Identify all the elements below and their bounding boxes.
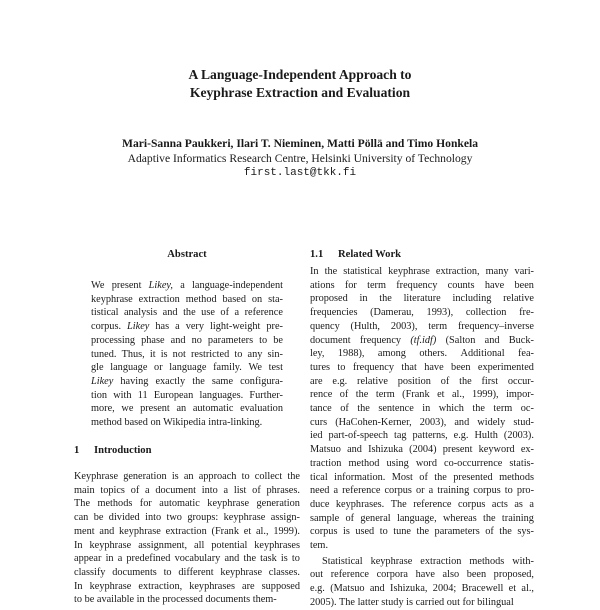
section-number: 1.1 bbox=[310, 249, 324, 260]
text-line: classify documents to different keyphrase classes. bbox=[74, 566, 300, 578]
text-line: tion with 11 European languages. Further- bbox=[91, 389, 283, 401]
text-line: can be divided into two groups: keyphrase assign- bbox=[74, 512, 300, 524]
section-number: 1 bbox=[74, 445, 80, 456]
text-line: Statistical keyphrase extraction methods with- bbox=[322, 555, 534, 567]
introduction-heading bbox=[74, 445, 152, 456]
text-line: tance of the sentence in which the term oc- bbox=[310, 403, 534, 415]
text-line: sample of general language, whereas the training bbox=[310, 512, 534, 524]
text-line: ley, 1988), among others. Additional fea- bbox=[310, 348, 534, 360]
text-line: ied part-of-speech tag patterns, e.g. Hulth (2003). bbox=[310, 430, 534, 442]
text-line: gle language or language family. We test bbox=[91, 362, 283, 374]
text-line: out reference corpora have also been proposed, bbox=[310, 569, 534, 581]
text-line: The methods for automatic keyphrase generation bbox=[74, 498, 300, 510]
text-line: tuned. Thus, it is not restricted to any sin- bbox=[91, 348, 283, 360]
title-line: Keyphrase Extraction and Evaluation bbox=[189, 85, 411, 100]
text-line: e.g. (Matsuo and Ishizuka, 2004; Bracewell et al., bbox=[310, 583, 534, 595]
section-title: Related Work bbox=[338, 249, 402, 260]
text-line: We present Likey, a language-independent bbox=[91, 280, 283, 291]
title-line: A Language-Independent Approach to bbox=[188, 67, 412, 82]
abstract-heading: Abstract bbox=[167, 249, 207, 260]
text-line: keyphrase extraction method based on sta- bbox=[91, 293, 283, 305]
abstract-body bbox=[91, 279, 283, 430]
text-line: need a reference corpus or a training corpus to pro- bbox=[310, 485, 534, 497]
text-line: In keyphrase extraction, keyphrases are supposed bbox=[74, 580, 300, 592]
text-line: processing phase and no parameters to be bbox=[91, 334, 283, 346]
text-line: proposed in the literature including relative bbox=[310, 293, 534, 305]
email: first.last@tkk.fi bbox=[243, 167, 357, 179]
affiliation: Adaptive Informatics Research Centre, Helsinki University of Technology bbox=[127, 152, 473, 165]
text-line: to be available in the processed documents them- bbox=[74, 594, 277, 606]
section-title: Introduction bbox=[94, 445, 152, 456]
introduction-body bbox=[74, 470, 300, 607]
text-line: rence of the term (Frank et al., 1999), impor- bbox=[310, 389, 534, 401]
text-line: corpus. Likey has a very light-weight pre- bbox=[91, 321, 283, 333]
related-work-body bbox=[310, 265, 534, 610]
text-line: more, we present an automatic evaluation bbox=[91, 403, 283, 415]
text-line: In the statistical keyphrase extraction, many vari- bbox=[310, 266, 534, 277]
author-block bbox=[0, 136, 600, 181]
text-line: tem. bbox=[310, 540, 329, 552]
text-line: curs (HaCohen-Kerner, 2003), and widely stud- bbox=[310, 416, 534, 428]
text-line: duce keyphrases. The reference corpus acts as a bbox=[310, 498, 534, 510]
text-line: frequencies (Damerau, 1993), collection fre- bbox=[310, 307, 534, 319]
text-line: Likey having exactly the same configura- bbox=[91, 375, 283, 387]
text-line: In keyphrase assignment, all potential keyphrases bbox=[74, 539, 300, 551]
text-line: quency (Hulth, 2003), term frequency–inverse bbox=[310, 320, 534, 332]
text-line: method based on Wikipedia intra-linking. bbox=[91, 417, 263, 429]
text-line: tistical analysis and the use of a reference bbox=[91, 307, 283, 319]
text-line: corpus is used to tune the parameters of the sys- bbox=[310, 526, 534, 538]
text-line: Matsuo and Ishizuka (2004) present keyword ex- bbox=[310, 444, 534, 456]
text-line: appear in a predefined vocabulary and the task is to bbox=[74, 553, 300, 565]
text-line: are e.g. relative position of the first occur- bbox=[310, 375, 534, 387]
text-line: 2005). The latter study is carried out for bilingual bbox=[310, 596, 514, 608]
author-names: Mari-Sanna Paukkeri, Ilari T. Nieminen, Matti Pöllä and Timo Honkela bbox=[122, 137, 478, 150]
text-line: tures to frequency that have been experimented bbox=[310, 361, 534, 373]
related-work-heading bbox=[310, 249, 401, 260]
text-line: ment and keyphrase extraction (Frank et al., 1999). bbox=[74, 525, 300, 537]
text-line: Keyphrase generation is an approach to collect the bbox=[74, 471, 300, 482]
paper-title bbox=[0, 66, 600, 102]
text-line: document frequency (tf.idf) (Salton and Buck- bbox=[310, 334, 534, 346]
text-line: tical information. Most of the presented methods bbox=[310, 471, 534, 483]
text-line: traction method using word co-occurrence statis- bbox=[310, 457, 534, 469]
text-line: main topics of a document into a list of phrases. bbox=[74, 484, 300, 496]
text-line: ations for term frequency counts have been bbox=[310, 279, 534, 291]
